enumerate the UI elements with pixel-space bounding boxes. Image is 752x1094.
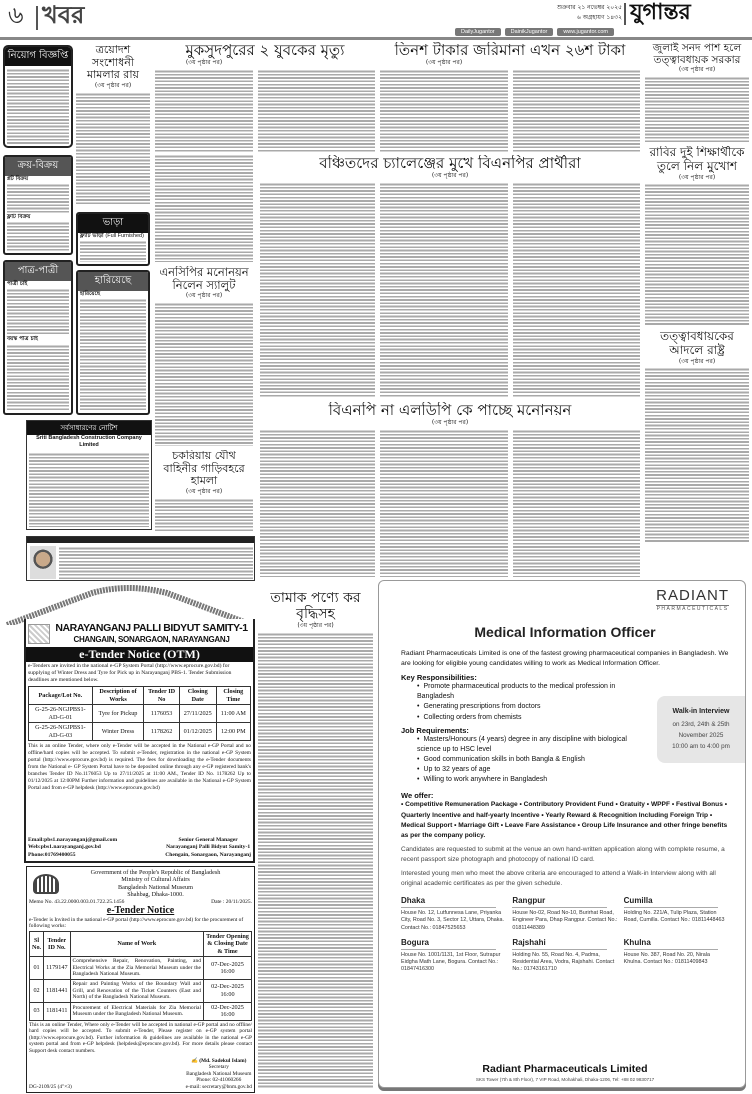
- continued-label: (৩য় পৃষ্ঠার পর): [431, 172, 469, 180]
- office-city: Cumilla: [624, 896, 719, 908]
- classified-heading: নিয়োগ বিজ্ঞপ্তি: [5, 47, 71, 66]
- walkin-interview-box: [657, 696, 745, 763]
- signer-email: e-mail: secretary@bnm.gov.bd: [185, 1083, 252, 1090]
- cell: G-25-26-NGJPBS1-AD-G-03: [29, 723, 93, 741]
- article-body-text: [513, 182, 641, 397]
- etender-otm-notice: [2, 585, 255, 863]
- job-intro: Radiant Pharmaceuticals Limited is one of the fastest growing pharmaceutical companies in Bangladesh. We are looking for eligible young candidates willing to work as Medical Information Officer.: [401, 649, 729, 667]
- contact-phone: Phone:01769400055: [28, 851, 76, 858]
- article-body-text: [260, 182, 375, 397]
- article-muksudpur: [155, 42, 375, 152]
- cell: 11:00 AM: [216, 705, 250, 723]
- walkin-title: Walk-in Interview: [672, 708, 730, 716]
- column-header: Name of Work: [70, 931, 203, 956]
- notice-date: Date : 20/11/2025.: [211, 898, 252, 905]
- classified-body-text: [7, 344, 69, 411]
- cell: Procurement of Electrical Materials for Zia Memorial Museum under the Bangladesh National Museum.: [70, 1002, 203, 1020]
- cell: 03: [30, 1002, 44, 1020]
- list-item: • Willing to work anywhere in Bangladesh: [417, 775, 649, 785]
- headline: জুলাই সনদ পাশ হলে তত্ত্বাবধায়ক সরকার: [652, 42, 742, 67]
- continued-label: (৩য় পৃষ্ঠার পর): [185, 487, 223, 495]
- walkin-month: November 2025: [678, 731, 724, 739]
- notice-company: Sriti Bangladesh Construction Company Limited: [36, 435, 142, 449]
- article-bonchito: [260, 155, 640, 397]
- article-ncp: [155, 266, 253, 446]
- classified-body-text: [80, 240, 146, 262]
- headline: রাবির দুই শিক্ষার্থীকে তুলে নিল মুখোশ: [649, 146, 745, 173]
- logo-wordmark: RADIANT: [656, 587, 729, 604]
- classified-body-text: [7, 221, 69, 251]
- classified-item-label: হারিয়েছে: [80, 291, 101, 297]
- website-link[interactable]: www.jugantor.com: [557, 28, 614, 36]
- list-item: • Promote pharmaceutical products to the medical profession in Bangladesh: [417, 682, 649, 702]
- article-bnp-ldp: [260, 402, 640, 577]
- classified-bhara: [76, 212, 150, 266]
- office-dhaka: [401, 896, 506, 932]
- article-body-text: [380, 429, 508, 577]
- article-tinsho: [380, 42, 640, 152]
- cell: 12:00 PM: [216, 723, 250, 741]
- notice-body: This is an online Tender, Where only e-Tender will be accepted in national e-GP portal and no offline/ hard copies will be accepted. To submit e-Tender, Please register on e-GP system portal (http://www.eprocure.gov.bd). Further information & guidelines are available in the national e-GP system portal and from e-GP helpdesk (helpdesk@eprocure.gov.bd). For more details please contact Support desk contact numbers.: [29, 1021, 252, 1054]
- cell: 01: [30, 957, 44, 980]
- article-july-sanad: [645, 42, 749, 142]
- classified-body-text: [7, 68, 69, 144]
- page-header: [0, 0, 752, 40]
- classified-patro-patri: [3, 260, 73, 415]
- classified-item-label: ফ্ল্যাট ভাড়া: [80, 233, 104, 239]
- date-line: শুক্রবার ২১ নভেম্বর ২০২৫: [557, 4, 622, 11]
- classified-heading: হারিয়েছে: [78, 272, 148, 291]
- job-title: Medical Information Officer: [474, 624, 656, 640]
- article-body-text: [155, 498, 253, 532]
- office-cumilla: [624, 896, 729, 932]
- notice-header-strip: [27, 537, 254, 543]
- section-title: খবর: [42, 1, 85, 29]
- article-body-text: [513, 429, 641, 577]
- continued-label: (৩য় পৃষ্ঠার পর): [678, 173, 716, 181]
- office-city: Dhaka: [401, 896, 496, 908]
- column-header: Tender Opening & Closing Date & Time: [204, 931, 252, 956]
- divider: [36, 6, 38, 30]
- notice-heading: সর্বসাধারণের নোটিশ: [27, 421, 151, 435]
- list-item: • Good communication skills in both Bangla & English: [417, 755, 649, 765]
- notice-body-text: [59, 546, 253, 579]
- list-item: • Collecting orders from chemists: [417, 713, 649, 723]
- headline: মুকসুদপুরের ২ যুবকের মৃত্যু: [185, 42, 345, 59]
- cell: 07-Dec-2025 16:00: [204, 957, 252, 980]
- article-tottabodhayok: [645, 330, 749, 542]
- classified-item-label: পাত্রী চাই: [7, 281, 28, 287]
- classified-heading: ক্রয়-বিক্রয়: [5, 157, 71, 176]
- walkin-dates: on 23rd, 24th & 25th: [672, 720, 730, 728]
- continued-label: (৩য় পৃষ্ঠার পর): [678, 66, 716, 74]
- signer-org: Bangladesh National Museum: [186, 1070, 252, 1077]
- pbs-logo: [28, 624, 50, 644]
- article-body-text: [645, 367, 749, 542]
- company-name: Radiant Pharmaceuticals Limited: [482, 1063, 648, 1076]
- classified-heading: ভাড়া: [78, 214, 148, 233]
- classified-kroy-bikroy: [3, 155, 73, 255]
- classified-body-text: [7, 288, 69, 336]
- article-tamak: [258, 590, 373, 1088]
- cell: Comprehensive Repair, Renovation, Painting, and Electrical Works at the Zia Memorial Museum under the Bangladesh National Museum.: [70, 957, 203, 980]
- contact-email: Email:pbs1.narayanganj@gmail.com: [28, 837, 118, 844]
- table-row: [30, 1002, 252, 1020]
- responsibilities-list: [401, 682, 649, 723]
- contact-web: Web:pbs1.narayanganj.gov.bd: [28, 844, 101, 851]
- article-body-text: [645, 76, 749, 142]
- radiant-logo: [656, 587, 729, 612]
- office-khulna: [624, 938, 729, 974]
- table-row: [30, 979, 252, 1002]
- ad-code: DG-2109/25 (4"×3): [29, 1083, 72, 1090]
- article-body-text: [155, 154, 253, 262]
- article-trayodash: [76, 44, 150, 206]
- article-body-text: [260, 429, 375, 577]
- continued-label: (৩য় পৃষ্ঠার পর): [678, 357, 716, 365]
- office-address: Holding No. 221/A, Tulip Plaza, Station Road, Cumilla. Contact No.: 01811448463: [623, 910, 725, 924]
- office-city: Bogura: [401, 938, 496, 950]
- column-header: Tender ID No: [144, 687, 180, 705]
- office-address: Holding No. 55, Road No. 4, Padma, Residential Area, Vodra, Rajshahi. Contact No.: 01743161710: [512, 951, 615, 973]
- responsibilities-heading: Key Responsibilities:: [401, 673, 477, 683]
- column-header: Tender ID No.: [44, 931, 70, 956]
- notice-title: e-Tender Notice (OTM): [26, 647, 253, 661]
- ministry: Ministry of Cultural Affairs: [121, 876, 190, 884]
- notice-body: This is an online Tender, where only e-Tender will be accepted in the National e-GP Portal and no offline/hard copies will be accepted. To submit e-Tender, registration in the national e-GP System portal (http://www.eprocure.gov.bd) is required. The fees for downloading the e-Tender documents from the National e- GP System Portal have to be deposited online through any e-GP registered bank's branches Tender ID No.1176053 Up to 27/11/2025 at 11:00 AM., Tender ID No. 1178262 Up to 01/12/2025 at 12:00PM Further information and guidelines are available in the National e-GP System Portal and from e-GP helpdesk (http://www.eprocure.gov.bd): [28, 742, 251, 792]
- office-city: Khulna: [624, 938, 719, 950]
- continued-label: (৩য় পৃষ্ঠার পর): [431, 419, 469, 427]
- classified-item-label: প্লট বিক্রয়: [7, 176, 29, 182]
- article-body-text: [76, 92, 150, 206]
- classified-item-label: ফ্লাট বিক্রয়: [7, 213, 31, 220]
- org-name: NARAYANGANJ PALLI BIDYUT SAMITY-1: [55, 622, 248, 634]
- radiant-job-ad: [378, 580, 746, 1088]
- cell: 1179147: [44, 957, 70, 980]
- tender-table: [28, 686, 251, 741]
- signer-name: (Md. Sadekul Islam): [199, 1057, 247, 1064]
- article-body-text: [380, 69, 508, 152]
- requirements-heading: Job Requirements:: [401, 725, 469, 735]
- signer-phone: Phone: 02-41060266: [196, 1077, 242, 1084]
- office-address: House No. 1001/1131, 1st Floor, Sutrapur Eidgha Math Lane, Bogura. Contact No.: 01847416300: [401, 951, 501, 973]
- signer-address: Chengain, Sonargaon, Narayanganj: [165, 851, 251, 858]
- divider: [624, 3, 626, 25]
- logo-subtitle: PHARMACEUTICALS: [656, 606, 729, 612]
- cell: 02-Dec-2025 16:00: [204, 1002, 252, 1020]
- cell: 01/12/2025: [179, 723, 216, 741]
- continued-label: (৩য় পৃষ্ঠার পর): [425, 59, 463, 67]
- classified-item-note: (Full Furnished): [105, 233, 144, 239]
- article-body-text: [513, 69, 640, 152]
- cell: 1176053: [144, 705, 180, 723]
- classified-heading: পাত্র-পাত্রী: [5, 262, 71, 281]
- cell: G-25-26-NGJPBS1-AD-G-01: [29, 705, 93, 723]
- personal-notice-banner: [26, 536, 255, 581]
- classified-item-label: বয়স্ক পাত্র চাই: [7, 336, 38, 343]
- cell: 27/11/2025: [179, 705, 216, 723]
- museum-address: Shahbag, Dhaka-1000.: [127, 891, 184, 899]
- continued-label: (৩য় পৃষ্ঠার পর): [94, 81, 132, 89]
- facebook-link[interactable]: DailyJugantor: [455, 28, 501, 36]
- headline: তত্ত্বাবধায়কের আদলে রাষ্ট্র: [660, 330, 734, 357]
- cell: Repair and Painting Works of the Boundary Wall and Grill, and Renovation of the Ticket Counters (East and North) of the Bangladesh National Museum.: [70, 979, 203, 1002]
- office-address: House No-02, Road No-10, Burirhat Road, Engineer Para, Dhap Rangpur. Contact No.: 01811448389: [512, 910, 618, 931]
- memo-number: Memo No. 43.22.0000.003.01.722.25.1456: [29, 898, 125, 905]
- office-bogura: [401, 938, 506, 974]
- interview-note: Interested young men who meet the above criteria are encouraged to attend a Walk-in Interview along with all original academic certificates as per the given schedule.: [401, 869, 716, 887]
- page-number: ৬: [8, 1, 24, 29]
- classified-hariyeche: [76, 270, 150, 415]
- office-rangpur: [512, 896, 617, 932]
- cell: 1181411: [44, 1002, 70, 1020]
- column-header: Sl No.: [30, 931, 44, 956]
- article-body-text: [155, 69, 253, 152]
- headline: চকরিয়ায় যৌথ বাহিনীর গাড়িবহরে হামলা: [163, 450, 245, 488]
- museum-name: Bangladesh National Museum: [118, 883, 193, 891]
- table-row: [29, 705, 251, 723]
- application-note: Candidates are requested to submit at the venue an own hand-written application along with complete resume, a recent passport size photograph and photocopy of national ID card.: [401, 846, 725, 864]
- tender-table: [29, 931, 252, 1021]
- cell: 02: [30, 979, 44, 1002]
- offer-text: • Competitive Remuneration Package • Contributory Provident Fund • Gratuity • WPPF • Festival Bonus • Quarterly Incentive and half-yearly Incentive • Yearly Reward & Recognition Including Foreign Trip • Medical Support • Marriage Gift • Leave Fare Assistance • Group Life Insurance and other fringe benefits as per the company policy.: [401, 801, 728, 840]
- continued-label: (৩য় পৃষ্ঠার পর): [297, 622, 334, 630]
- continued-label: (৩য় পৃষ্ঠার পর): [185, 292, 223, 300]
- cell: 1178262: [144, 723, 180, 741]
- notice-title: e-Tender Notice: [106, 905, 175, 917]
- signature: ✍: [191, 1057, 200, 1064]
- headline: তামাক পণ্যে কর বৃদ্ধিসহ: [270, 590, 361, 623]
- article-body-text: [645, 183, 749, 326]
- headline: বিএনপি না এলডিপি কে পাচ্ছে মনোনয়ন: [328, 402, 572, 419]
- cell: Tyre for Pickup: [92, 705, 144, 723]
- list-item: • Generating prescriptions from doctors: [417, 702, 649, 712]
- signer-org: Narayanganj Palli Bidyut Samity-1: [166, 844, 251, 851]
- jugantor-logo: যুগান্তর: [630, 0, 691, 25]
- gov-header: Government of the People's Republic of Bangladesh: [90, 869, 221, 876]
- date-line-bangla: ৬ অগ্রহায়ণ ১৪৩২: [576, 14, 622, 21]
- notice-intro: e-Tender is Invited in the national e-GP portal (http://www.eprocure.gov.bd) for the procurement of following works:: [29, 916, 244, 930]
- article-body-text: [258, 632, 373, 1088]
- column-header: Description of Works: [92, 687, 144, 705]
- office-address: House No. 12, Lutfunnesa Lane, Priyanka City, Road No. 3, Sector 12, Uttara, Dhaka. Contact No.: 01847525653: [401, 910, 504, 931]
- org-address: CHANGAIN, SONARGAON, NARAYANGANJ: [73, 635, 230, 645]
- classified-niyog: [3, 45, 73, 148]
- classified-body-text: [7, 183, 69, 213]
- signer-title: Secretary: [208, 1064, 229, 1071]
- notice-intro: e-Tenders are invited in the national e-GP System Portal (http://www.eprocure.gov.bd) for supplying of Winter Dress and Tyre for Pick up in Narayanganj PBS-1. Tender Submission deadlines are mentioned below.: [28, 662, 232, 684]
- cell: 02-Dec-2025 16:00: [204, 979, 252, 1002]
- social-bar: [455, 28, 614, 36]
- article-rabi: [645, 146, 749, 326]
- office-city: Rangpur: [512, 896, 607, 908]
- table-row: [29, 723, 251, 741]
- cell: Winter Dress: [92, 723, 144, 741]
- article-body-text: [380, 182, 508, 397]
- headline: তিনশ টাকার জরিমানা এখন ২৬শ টাকা: [394, 42, 626, 59]
- person-photo: [30, 546, 56, 579]
- notice-body-text: [29, 452, 149, 527]
- cell: 1181441: [44, 979, 70, 1002]
- walkin-time: 10:00 am to 4:00 pm: [672, 743, 730, 751]
- column-header: Closing Date: [179, 687, 216, 705]
- public-notice-box: [26, 420, 152, 530]
- article-chakoria: [155, 450, 253, 532]
- museum-etender-notice: [26, 866, 255, 1093]
- office-city: Rajshahi: [512, 938, 607, 950]
- continued-label: (৩য় পৃষ্ঠার পর): [185, 59, 223, 67]
- signer-title: Senior General Manager: [178, 837, 238, 844]
- office-list: [401, 896, 729, 973]
- column-header: Package/Lot No.: [29, 687, 93, 705]
- classified-body-text: [80, 298, 146, 411]
- offer-heading: We offer:: [401, 791, 434, 801]
- office-rajshahi: [512, 938, 617, 974]
- headline: এনসিপির মনোনয়ন নিলেন স্যালুট: [159, 266, 249, 293]
- office-address: House No. 387, Road No. 20, Nirala Khulna. Contact No.: 01811409843: [623, 951, 710, 966]
- headline: ত্রয়োদশ সংশোধনী মামলার রায়: [86, 44, 140, 82]
- article-body-text: [258, 69, 375, 152]
- twitter-link[interactable]: DainikJugantor: [505, 28, 554, 36]
- list-item: • Masters/Honours (4 years) degree in any discipline with biological science up to HSC level: [417, 735, 649, 755]
- table-row: [30, 957, 252, 980]
- list-item: • Up to 32 years of age: [417, 765, 649, 775]
- requirements-list: [401, 735, 649, 786]
- company-address: SKS Tower (7th & 8th Floor), 7 VIP Road, Mohakhali, Dhaka-1206, Tel: +88 02 9830717: [475, 1077, 655, 1083]
- article-body-text: [155, 302, 253, 446]
- headline: বঞ্চিতদের চ্যালেঞ্জের মুখে বিএনপির প্রার্থীরা: [319, 155, 581, 172]
- government-emblem: [33, 874, 59, 894]
- column-header: Closing Time: [216, 687, 250, 705]
